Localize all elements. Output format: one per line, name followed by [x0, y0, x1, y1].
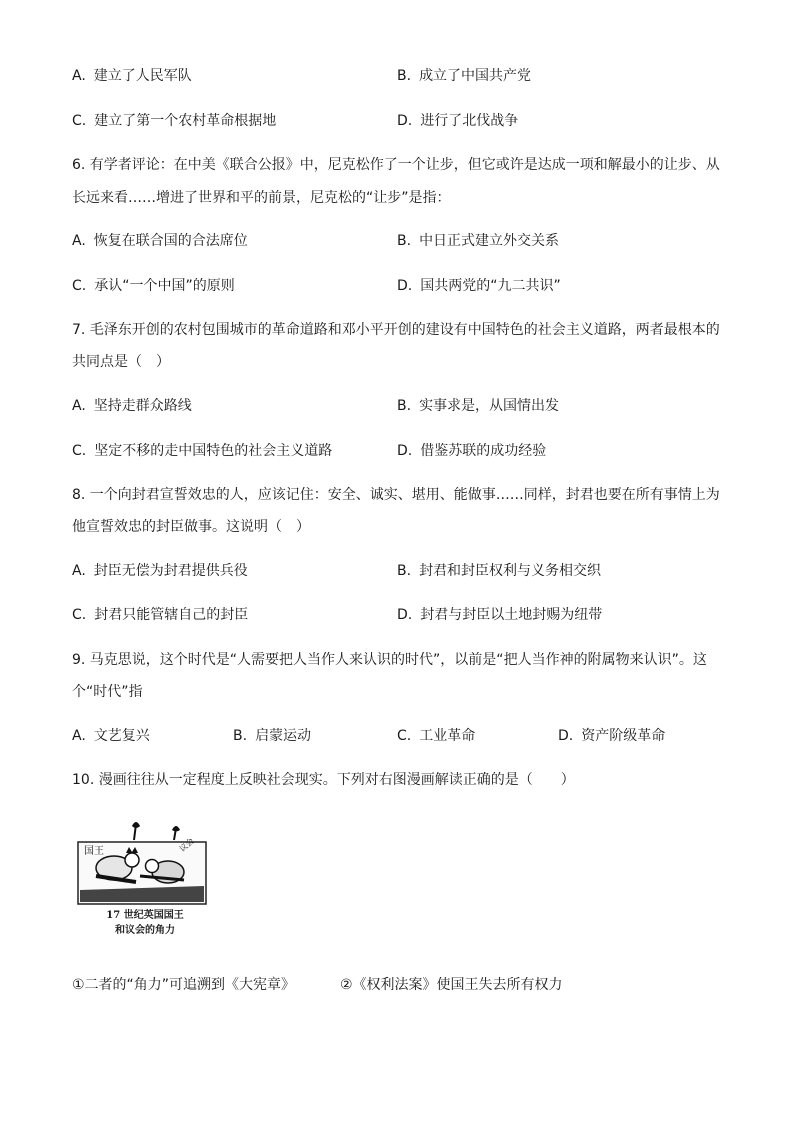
q10-statement-2: ②《权利法案》使国王失去所有权力	[340, 977, 563, 993]
q6-option-d: D. 国共两党的“九二共识”	[397, 278, 561, 294]
q8-option-c: C. 封君只能管辖自己的封臣	[72, 607, 249, 623]
q9-stem-line2: 个“时代”指	[72, 684, 143, 700]
q9-option-d: D. 资产阶级革命	[558, 728, 666, 744]
q9-option-a: A. 文艺复兴	[72, 728, 150, 744]
q8-stem-line1: 8. 一个向封君宣誓效忠的人，应该记住：安全、诚实、堪用、能做事……同样，封君也要在所有事情上为	[72, 487, 720, 503]
q6-stem-line2: 长远来看……增进了世界和平的前景，尼克松的“让步”是指：	[72, 190, 451, 206]
cartoon-label-king: 国王	[84, 846, 104, 857]
q8-option-d: D. 封君与封臣以土地封赐为纽带	[397, 607, 603, 623]
q9-stem-line1: 9. 马克思说，这个时代是“人需要把人当作人来认识的时代”，以前是“把人当作神的附属物来认识”。这	[72, 652, 707, 668]
q10-stem: 10. 漫画往往从一定程度上反映社会现实。下列对右图漫画解读正确的是（ ）	[72, 772, 575, 788]
q7-option-a: A. 坚持走群众路线	[72, 398, 192, 414]
q6-option-c: C. 承认“一个中国”的原则	[72, 278, 235, 294]
q6-stem-line1: 6. 有学者评论：在中美《联合公报》中，尼克松作了一个让步，但它或许是达成一项和解最小的让步、从	[72, 157, 720, 173]
q7-stem-line2: 共同点是（ ）	[72, 354, 170, 370]
q6-option-a: A. 恢复在联合国的合法席位	[72, 233, 248, 249]
q7-option-d: D. 借鉴苏联的成功经验	[397, 443, 547, 459]
cartoon-label-parliament: 议会	[177, 836, 196, 854]
q8-stem-line2: 他宣誓效忠的封臣做事。这说明（ ）	[72, 519, 310, 535]
q5-option-c: C. 建立了第一个农村革命根据地	[72, 113, 277, 129]
q7-option-b: B. 实事求是，从国情出发	[397, 398, 560, 414]
cartoon-caption-line1: 17 世纪英国国王	[106, 910, 184, 921]
q5-option-a: A. 建立了人民军队	[72, 68, 192, 84]
q7-stem-line1: 7. 毛泽东开创的农村包围城市的革命道路和邓小平开创的建设有中国特色的社会主义道路，两者最根本的	[72, 322, 720, 338]
q7-option-c: C. 坚定不移的走中国特色的社会主义道路	[72, 443, 333, 459]
q6-option-b: B. 中日正式建立外交关系	[397, 233, 560, 249]
cartoon-caption-line2: 和议会的角力	[115, 925, 175, 936]
q9-option-c: C. 工业革命	[397, 728, 476, 744]
q10-statement-1: ①二者的“角力”可追溯到《大宪章》	[72, 977, 296, 993]
q9-option-b: B. 启蒙运动	[233, 728, 312, 744]
q8-option-a: A. 封臣无偿为封君提供兵役	[72, 563, 248, 579]
q8-option-b: B. 封君和封臣权利与义务相交织	[397, 563, 602, 579]
q5-option-b: B. 成立了中国共产党	[397, 68, 532, 84]
q5-option-d: D. 进行了北伐战争	[397, 113, 519, 129]
